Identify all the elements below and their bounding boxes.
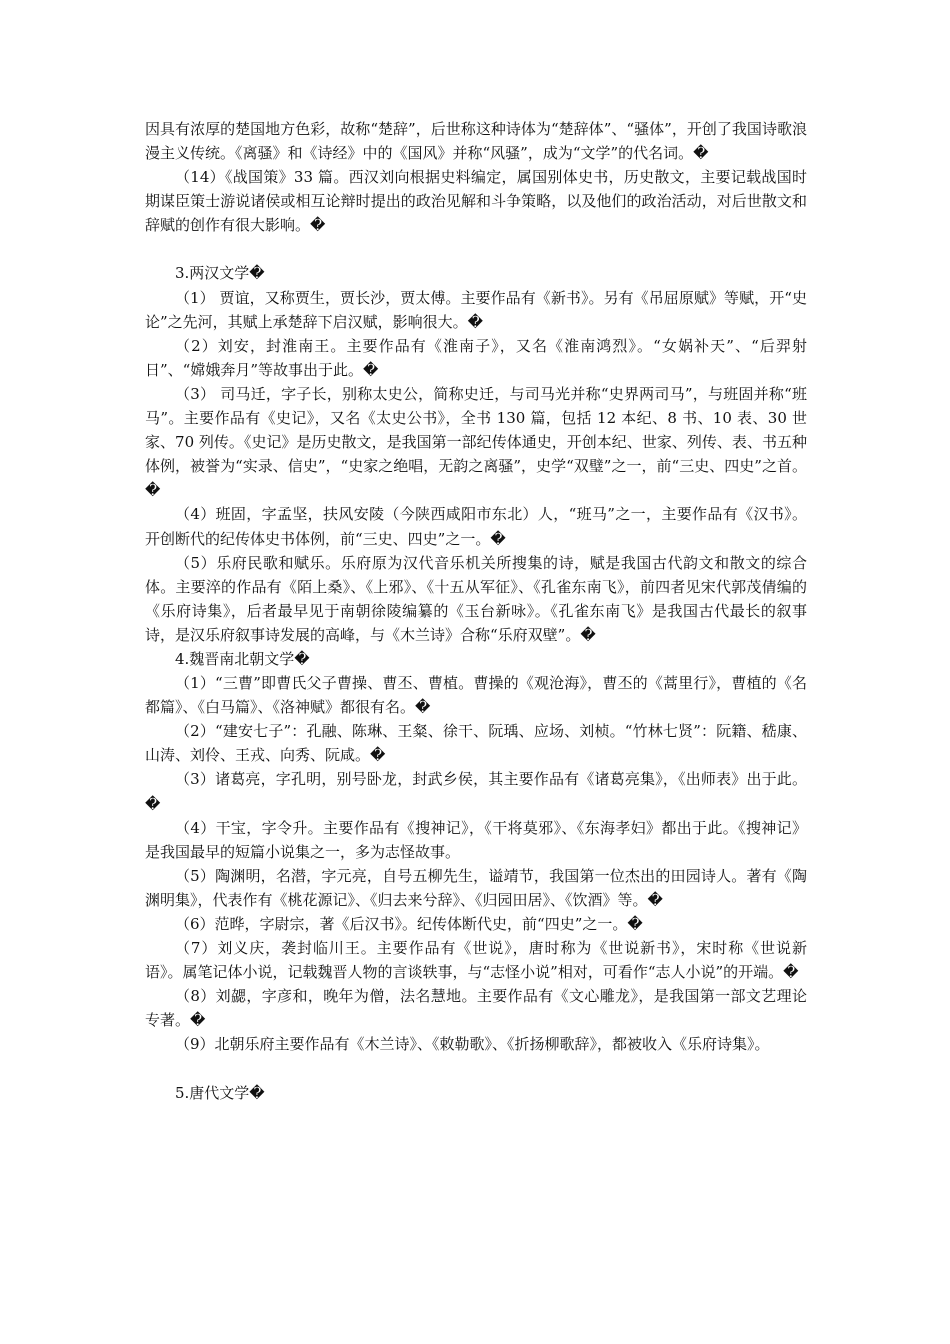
- section-heading-tang: 5.唐代文学�: [175, 1083, 265, 1102]
- section-gap: [145, 1057, 807, 1081]
- paragraph-taoyuanming: （5）陶渊明，名潜，字元亮，自号五柳先生，谥靖节，我国第一位杰出的田园诗人。著有《陶渊明集》，代表作有《桃花源记》、《归去来兮辞》、《归园田居》、《饮酒》等。�: [145, 866, 807, 909]
- paragraph-liuyiqing: （7）刘义庆，袭封临川王。主要作品有《世说》，唐时称为《世说新书》，宋时称《世说新语》。属笔记体小说，记载魏晋人物的言谈轶事，与“志怪小说”相对，可看作“志人小说”的开端。�: [145, 939, 807, 982]
- section-gap: [145, 237, 807, 261]
- paragraph-qizi: （2）“建安七子”：孔融、陈琳、王粲、徐干、阮瑀、应场、刘桢。“竹林七贤”：阮籍、嵇康、山涛、刘伶、王戎、向秀、阮咸。�: [145, 722, 807, 765]
- paragraph-beichao-yuefu: （9）北朝乐府主要作品有《木兰诗》、《敕勒歌》、《折扬柳歌辞》，都被收入《乐府诗集》。: [175, 1035, 770, 1054]
- document-page: [145, 117, 807, 1105]
- paragraph-fanye: （6）范晔，字尉宗，著《后汉书》。纪传体断代史，前“四史”之一。�: [175, 915, 643, 933]
- paragraph-zhanguoce: （14）《战国策》33 篇。西汉刘向根据史料编定，属国别体史书，历史散文，主要记载战国时期谋臣策士游说诸侯或相互论辩时提出的政治见解和斗争策略，以及他们的政治活动，对后世散文和辞赋的创作有很大影响。�: [145, 168, 807, 235]
- section-heading-han: 3.两汉文学�: [175, 264, 265, 283]
- paragraph-sancao: （1）“三曹”即曹氏父子曹操、曹丕、曹植。曹操的《观沧海》，曹丕的《蒿里行》，曹植的《名都篇》、《白马篇》、《洛神赋》都很有名。�: [145, 674, 807, 717]
- paragraph-simaqian: （3） 司马迁，字子长，别称太史公，简称史迁，与司马光并称“史界两司马”，与班固并称“班马”。主要作品有《史记》，又名《太史公书》，全书 130 篇，包括 12 本纪、8 书、10 表、30 世家、70 列传。《史记》是历史散文，是我国第一部纪传体通史，开创本纪、世家、列传、表、书五种体例，被誉为“实录、信史”，“史家之绝唱，无韵之离骚”，史学“双璧”之一，前“三史、四史”之首。�: [145, 384, 807, 500]
- paragraph-jiayi: （1） 贾谊，又称贾生，贾长沙，贾太傅。主要作品有《新书》。另有《吊屈原赋》等赋，开“史论”之先河，其赋上承楚辞下启汉赋，影响很大。�: [145, 288, 808, 331]
- paragraph-yuefu: （5）乐府民歌和赋乐。乐府原为汉代音乐机关所搜集的诗，赋是我国古代韵文和散文的综合体。主要淬的作品有《陌上桑》、《上邪》、《十五从军征》、《孔雀东南飞》，前四者见宋代郭茂倩编的《乐府诗集》，后者最早见于南朝徐陵编纂的《玉台新咏》。《孔雀东南飞》是我国古代最长的叙事诗，是汉乐府叙事诗发展的高峰，与《木兰诗》合称“乐府双壁”。�: [145, 553, 807, 644]
- paragraph-liuan: （2）刘安，封淮南王。主要作品有《淮南子》，又名《淮南鸿烈》。“女娲补天”、“后羿射日”、“嫦娥奔月”等故事出于此。�: [145, 336, 807, 379]
- section-heading-weijin: 4.魏晋南北朝文学�: [175, 649, 310, 668]
- paragraph-liuxie: （8）刘勰，字彦和，晚年为僧，法名慧地。主要作品有《文心雕龙》，是我国第一部文艺理论专著。�: [145, 987, 807, 1030]
- paragraph-bangu: （4）班固，字孟坚，扶风安陵（今陕西咸阳市东北）人，“班马”之一，主要作品有《汉书》。开创断代的纪传体史书体例，前“三史、四史”之一。�: [145, 505, 807, 548]
- paragraph-ganbao: （4）干宝，字令升。主要作品有《搜神记》，《干将莫邪》、《东海孝妇》都出于此。《搜神记》是我国最早的短篇小说集之一，多为志怪故事。: [145, 818, 807, 861]
- paragraph-zhugeliang: （3）诸葛亮，字孔明，别号卧龙，封武乡侯，其主要作品有《诸葛亮集》，《出师表》出于此。�: [145, 770, 807, 813]
- paragraph-chuci: 因具有浓厚的楚国地方色彩，故称“楚辞”，后世称这种诗体为“楚辞体”、“骚体”，开创了我国诗歌浪漫主义传统。《离骚》和《诗经》中的《国风》并称“风骚”，成为“文学”的代名词。�: [145, 120, 807, 163]
